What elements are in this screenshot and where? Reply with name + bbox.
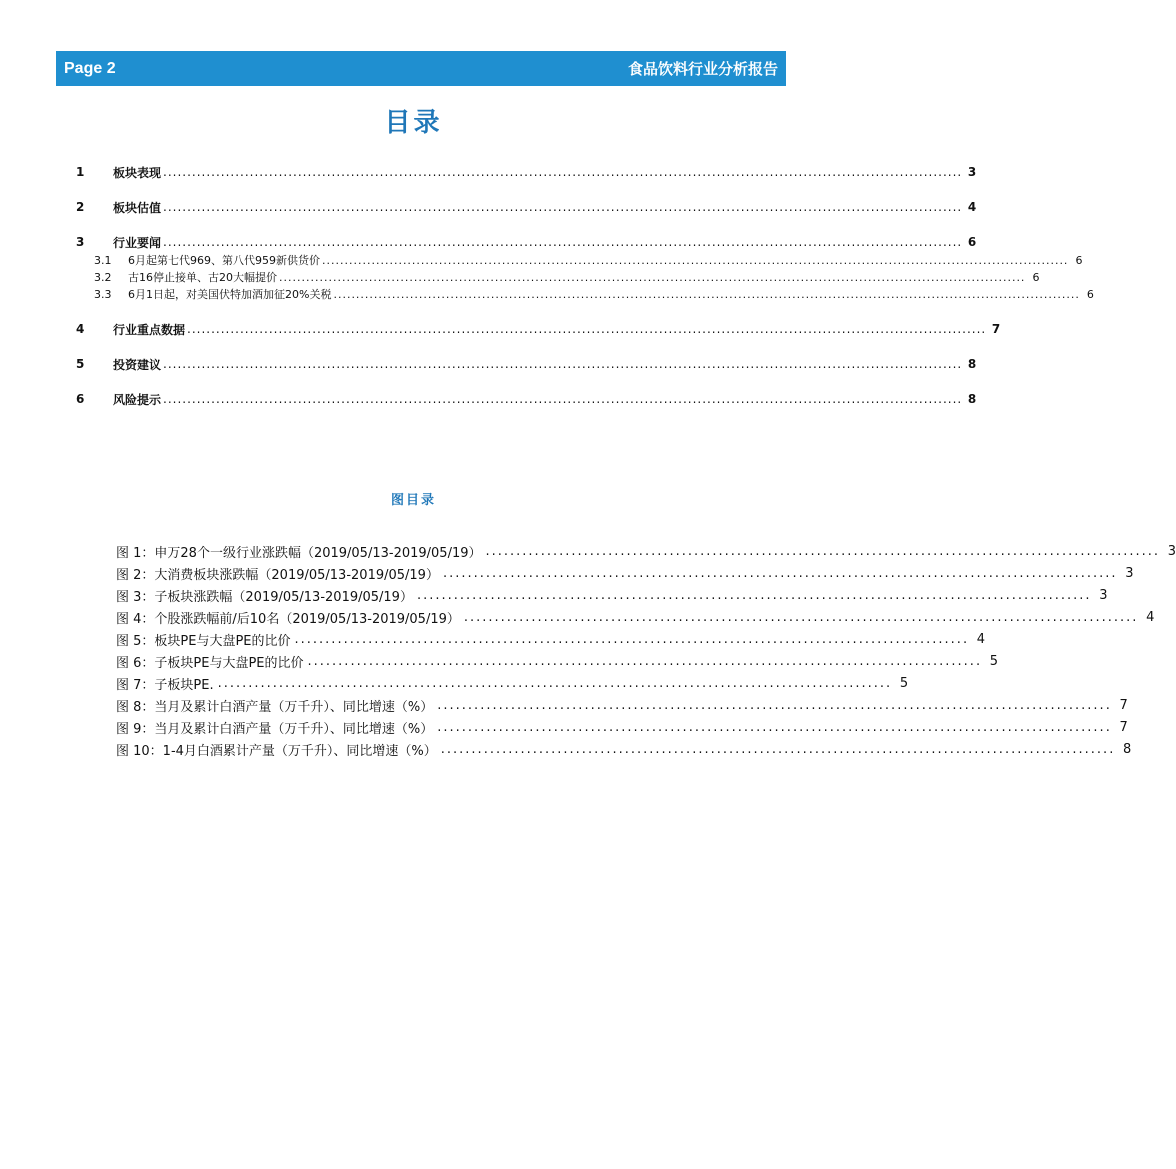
- toc-entry-text: 6月1日起，对美国伏特加酒加征20%关税: [128, 288, 332, 301]
- figure-entry-page: 3: [1167, 543, 1176, 559]
- toc-entry-page: 4: [967, 200, 977, 214]
- figure-list-heading: 图目录: [390, 493, 436, 508]
- figure-entry-page: 7: [1119, 697, 1128, 713]
- figure-entry-text: 图 6：子板块PE与大盘PE的比价: [116, 655, 304, 671]
- toc-entry-text: 风险提示: [113, 392, 162, 407]
- toc-leader-dots: ......................................................................................................................................................................: [333, 287, 1080, 301]
- toc-leader-dots: ......................................................................................................................................................................: [163, 200, 963, 214]
- figure-entry[interactable]: [116, 607, 1155, 627]
- toc-subentry[interactable]: [76, 284, 1094, 304]
- figure-leader-dots: ..............................................................................................................: [463, 609, 1139, 625]
- toc-entry-text: 行业重点数据: [113, 322, 186, 337]
- figure-leader-dots: ..............................................................................................................: [442, 565, 1118, 581]
- figure-entry[interactable]: [116, 673, 909, 693]
- figure-entry-text: 图 10：1-4月白酒累计产量（万千升）、同比增速（%）: [116, 743, 437, 759]
- figure-entry-page: 5: [899, 675, 909, 691]
- page-header-bar: [56, 51, 786, 86]
- toc-leader-dots: ......................................................................................................................................................................: [279, 270, 1026, 284]
- toc-entry[interactable]: [76, 389, 977, 409]
- toc-entry-number: 3.2: [94, 270, 112, 284]
- toc-entry[interactable]: [76, 162, 977, 182]
- toc-entry-number: 1: [76, 165, 85, 179]
- toc-entry-page: 6: [1032, 270, 1040, 284]
- figure-entry[interactable]: [116, 629, 986, 649]
- figure-entry-text: 图 7：子板块PE.: [116, 677, 214, 693]
- toc-leader-dots: ......................................................................................................................................................................: [163, 165, 963, 179]
- toc-entry[interactable]: [76, 232, 977, 252]
- figure-entry-page: 4: [1146, 609, 1155, 625]
- figure-entry[interactable]: [116, 651, 999, 671]
- toc-leader-dots: ......................................................................................................................................................................: [163, 235, 963, 249]
- toc-entry-page: 8: [967, 392, 977, 406]
- figure-entry-text: 图 4：个股涨跌幅前/后10名（2019/05/13-2019/05/19）: [116, 611, 460, 627]
- toc-entry-page: 6: [1075, 253, 1083, 267]
- figure-leader-dots: ..............................................................................................................: [307, 653, 983, 669]
- toc-entry[interactable]: [76, 354, 977, 374]
- toc-entry-number: 3: [76, 235, 85, 249]
- figure-entry-page: 4: [976, 631, 986, 647]
- figure-entry-text: 图 1：申万28个一级行业涨跌幅（2019/05/13-2019/05/19）: [116, 545, 482, 561]
- toc-entry-text: 投资建议: [113, 357, 162, 372]
- toc-entry-page: 7: [991, 322, 1001, 336]
- toc-leader-dots: ......................................................................................................................................................................: [187, 322, 987, 336]
- toc-entry-number: 6: [76, 392, 85, 406]
- toc-entry-text: 行业要闻: [113, 235, 162, 250]
- figure-entry[interactable]: [116, 585, 1108, 605]
- figure-entry-page: 3: [1125, 565, 1134, 581]
- toc-entry-page: 6: [967, 235, 977, 249]
- figure-entry[interactable]: [116, 541, 1176, 561]
- toc-entry-number: 3.1: [94, 253, 112, 267]
- figure-entry-text: 图 9：当月及累计白酒产量（万千升）、同比增速（%）: [116, 721, 434, 737]
- figure-leader-dots: ..............................................................................................................: [485, 543, 1161, 559]
- figure-leader-dots: ..............................................................................................................: [217, 675, 893, 691]
- toc-heading: 目录: [384, 108, 443, 138]
- figure-entry[interactable]: [116, 563, 1134, 583]
- figure-entry-page: 7: [1119, 719, 1128, 735]
- figure-leader-dots: ..............................................................................................................: [440, 741, 1116, 757]
- toc-leader-dots: ......................................................................................................................................................................: [322, 253, 1069, 267]
- toc-entry-text: 古16停止接单、古20大幅提价: [128, 271, 277, 284]
- toc-entry-text: 板块估值: [113, 200, 162, 215]
- toc-entry-text: 板块表现: [113, 165, 162, 180]
- toc-leader-dots: ......................................................................................................................................................................: [163, 392, 963, 406]
- figure-entry-page: 5: [989, 653, 999, 669]
- figure-entry[interactable]: [116, 739, 1132, 759]
- figure-leader-dots: ..............................................................................................................: [416, 587, 1092, 603]
- toc-entry-number: 3.3: [94, 287, 112, 301]
- toc-entry-number: 5: [76, 357, 85, 371]
- toc-entry-number: 4: [76, 322, 85, 336]
- toc-entry[interactable]: [76, 197, 977, 217]
- figure-entry-text: 图 3：子板块涨跌幅（2019/05/13-2019/05/19）: [116, 589, 413, 605]
- figure-leader-dots: ..............................................................................................................: [437, 697, 1112, 713]
- page-number: Page 2: [64, 59, 116, 77]
- figure-entry-text: 图 5：板块PE与大盘PE的比价: [116, 633, 291, 649]
- toc-entry-page: 3: [967, 165, 977, 179]
- toc-entry-text: 6月起第七代969、第八代959新供货价: [128, 254, 320, 267]
- figure-leader-dots: ..............................................................................................................: [437, 719, 1112, 735]
- report-title: 食品饮料行业分析报告: [627, 61, 778, 78]
- toc-leader-dots: ......................................................................................................................................................................: [163, 357, 963, 371]
- figure-leader-dots: ..............................................................................................................: [294, 631, 970, 647]
- figure-entry-page: 8: [1123, 741, 1132, 757]
- figure-entry-text: 图 2：大消费板块涨跌幅（2019/05/13-2019/05/19）: [116, 567, 439, 583]
- toc-entry-number: 2: [76, 200, 85, 214]
- toc-entry[interactable]: [76, 319, 1001, 339]
- figure-entry-text: 图 8：当月及累计白酒产量（万千升）、同比增速（%）: [116, 699, 434, 715]
- figure-entry[interactable]: [116, 695, 1128, 715]
- figure-entry-page: 3: [1099, 587, 1108, 603]
- toc-entry-page: 8: [967, 357, 977, 371]
- figure-entry[interactable]: [116, 717, 1128, 737]
- toc-entry-page: 6: [1086, 287, 1094, 301]
